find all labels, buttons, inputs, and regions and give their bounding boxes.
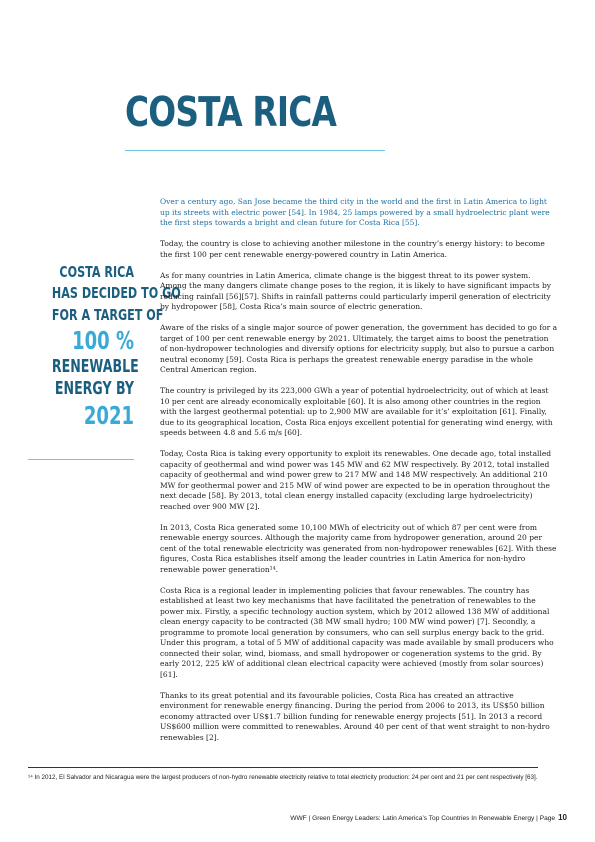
paragraph: Today, the country is close to achieving another milestone in the country’s energy history: to become the first 100 per cent renewable energy-powered country in Latin America. bbox=[160, 239, 545, 259]
page-number: 10 bbox=[558, 813, 567, 822]
pull-quote-line-3: FOR A TARGET OF bbox=[51, 305, 164, 324]
pull-quote-line-5: RENEWABLE bbox=[51, 357, 139, 378]
paragraph: Costa Rica is a regional leader in implementing policies that favour renewables. The country has established at least two key mechanisms that have facilitated the penetration of renewables to the power mix. Firstly, a specific technology auction system, which by 2012 allowed 138 MW of additional clean energy capacity to be contracted (38 MW small hydro; 100 MW wind power) [7]. Secondly, a programme to promote local generation by consumers, who can sell surplus energy back to the grid. Under this program, a total of 5 MW of additional capacity was made available by small producers who connected their solar, wind, biomass, and small hydropower or cogeneration systems to the grid. By early 2012, 225 kW of additional clean electrical capacity were achieved (mostly from solar sources) [61]. bbox=[160, 585, 554, 679]
pull-quote bbox=[20, 263, 181, 430]
paragraph: As for many countries in Latin America, climate change is the biggest threat to its power system. Among the many dangers climate change poses to the region, it is likely to have significant impacts by reducing rainfall [56][57]. Shifts in rainfall patterns could particularly imperil generation of electricity by hydropower [58], Costa Rica’s main source of electric generation. bbox=[160, 270, 551, 311]
footnote-divider bbox=[28, 767, 538, 768]
pull-quote-line-2: HAS DECIDED TO GO bbox=[51, 284, 181, 303]
paragraph: Thanks to its great potential and its favourable policies, Costa Rica has created an attractive environment for renewable energy financing. During the period from 2006 to 2013, its US$50 billion economy attracted over US$1.7 billion funding for renewable energy projects [51]. In 2013 a record US$600 million were committed to renewables. Around 40 per cent of that went straight to non-hydro renewables [2]. bbox=[160, 690, 550, 742]
pull-quote-line-6: ENERGY BY bbox=[54, 379, 134, 400]
pull-quote-divider bbox=[28, 459, 134, 460]
footnote: ¹⁴ In 2012, El Salvador and Nicaragua were the largest producers of non-hydro renewable electricity relative to total electricity production: 24 per cent and 21 per cent respectively [63]. bbox=[28, 774, 538, 781]
paragraph: The country is privileged by its 223,000 GWh a year of potential hydroelectricity, out of which at least 10 per cent are already economically exploitable [60]. It is also among other countries in the region with the largest geothermal potential: up to 2,900 MW are available for it’s’ exploitation [61]. Finally, due to its geographical location, Costa Rica enjoys excellent potential for generating wind energy, with speeds between 4.8 and 5.6 m/s [60]. bbox=[160, 386, 553, 437]
paragraph: Aware of the risks of a single major source of power generation, the government has decided to go for a target of 100 per cent renewable energy by 2021. Ultimately, the target aims to boost the penetration of non-hydropower technologies and diversify options for electricity supply, but also to pursue a carbon neutral economy [59]. Costa Rica is perhaps the greatest renewable energy paradise in the whole Central American region. bbox=[160, 323, 558, 374]
intro-paragraph: Over a century ago, San Jose became the third city in the world and the first in Latin America to light up its streets with electric power [54]. In 1984, 25 lamps powered by a small hydroelectric plant were the first steps towards a bright and clean future for Costa Rica [55]. bbox=[160, 197, 550, 227]
title-divider bbox=[125, 150, 385, 151]
footer-text: WWF | Green Energy Leaders: Latin America’s Top Countries In Renewable Energy | Page bbox=[290, 815, 556, 822]
page-title: COSTA RICA bbox=[125, 88, 337, 136]
paragraph: Today, Costa Rica is taking every opportunity to exploit its renewables. One decade ago, total installed capacity of geothermal and wind power was 145 MW and 62 MW respectively. By 2012, total installed capacity of geothermal and wind power grew to 217 MW and 148 MW respectively. An additional 210 MW for geothermal power and 215 MW of wind power are expected to be in operation throughout the next decade [58]. By 2013, total clean energy installed capacity (excluding large hydroelectricity) reached over 900 MW [2]. bbox=[160, 449, 552, 511]
page-footer bbox=[290, 813, 567, 822]
pull-quote-line-1: COSTA RICA bbox=[59, 263, 134, 281]
article-body bbox=[160, 197, 558, 754]
pull-quote-year: 2021 bbox=[83, 400, 134, 430]
pull-quote-percentage: 100 % bbox=[72, 325, 134, 355]
paragraph: In 2013, Costa Rica generated some 10,100 MWh of electricity out of which 87 per cent were from renewable energy sources. Although the majority came from hydropower generation, around 20 per cent of the total renewable electricity was generated from non-hydropower renewables [62]. With these figures, Costa Rica establishes itself among the leader countries in Latin America for non-hydro renewable power generation¹⁴. bbox=[160, 522, 557, 574]
